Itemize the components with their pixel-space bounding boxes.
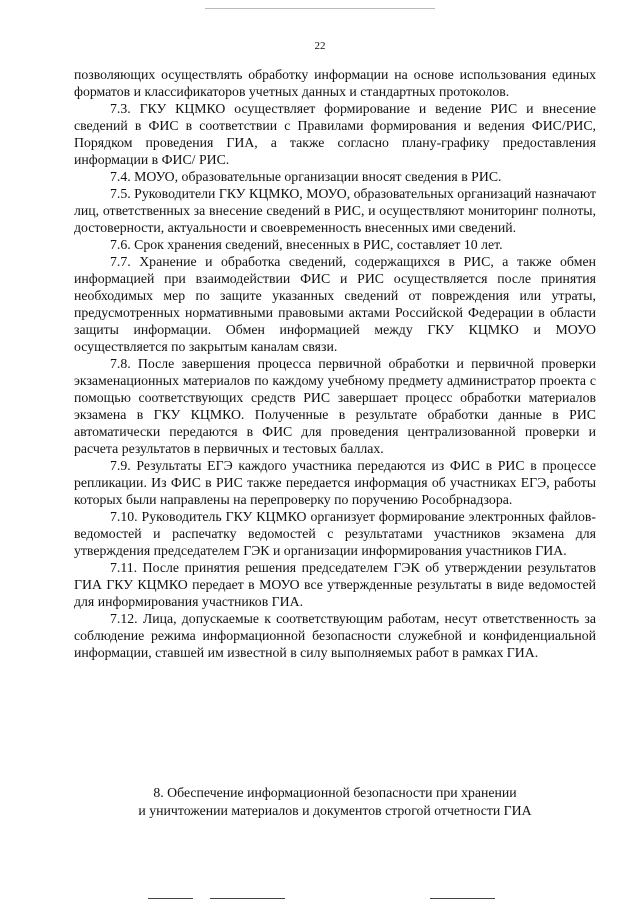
paragraph: 7.10. Руководитель ГКУ КЦМКО организует формирование электронных файлов-ведомостей и распечатку ведомостей с результатами участников экзамена для утверждения председателем ГЭК и организации информирования участников ГИА. [74, 509, 596, 558]
scan-edge-bottom-right [430, 898, 495, 899]
section-heading-line-2: и уничтожении материалов и документов строгой отчетности ГИА [138, 803, 532, 818]
paragraph: 7.6. Срок хранения сведений, внесенных в РИС, составляет 10 лет. [110, 237, 503, 252]
scan-edge-top [205, 8, 435, 9]
section-heading [74, 784, 596, 820]
scan-edge-bottom-left [148, 898, 193, 899]
paragraph: 7.9. Результаты ЕГЭ каждого участника передаются из ФИС в РИС в процессе репликации. Из ФИС в РИС также передается информация об участниках ЕГЭ, работы которых были направлены на перепроверку по поручению Рособрнадзора. [74, 458, 596, 507]
page-number: 22 [314, 40, 326, 52]
paragraph: позволяющих осуществлять обработку информации на основе использования единых форматов и классификаторов учетных данных и стандартных протоколов. [74, 67, 596, 99]
scan-edge-bottom-middle [210, 898, 285, 899]
paragraph: 7.3. ГКУ КЦМКО осуществляет формирование и ведение РИС и внесение сведений в ФИС в соответствии с Правилами формирования и ведения ФИС/РИС, Порядком проведения ГИА, а также согласно плану-графику предоставления информации в ФИС/ РИС. [74, 101, 596, 167]
paragraph: 7.5. Руководители ГКУ КЦМКО, МОУО, образовательных организаций назначают лиц, ответственных за внесение сведений в РИС, и осуществляют мониторинг полноты, достоверности, актуальности и своевременность внесенных ими сведений. [74, 186, 596, 235]
section-heading-line-1: 8. Обеспечение информационной безопасности при хранении [153, 785, 517, 800]
paragraph: 7.8. После завершения процесса первичной обработки и первичной проверки экзаменационных материалов по каждому учебному предмету администратор проекта с помощью соответствующих средств РИС завершает процесс обработки материалов экзамена в ГКУ КЦМКО. Полученные в результате обработки данные в РИС автоматически передаются в ФИС для проведения централизованной проверки и расчета результатов в первичных и тестовых баллах. [74, 356, 596, 456]
paragraph: 7.12. Лица, допускаемые к соответствующим работам, несут ответственность за соблюдение режима информационной безопасности служебной и конфиденциальной информации, ставшей им известной в силу выполняемых работ в рамках ГИА. [74, 611, 596, 660]
paragraph: 7.7. Хранение и обработка сведений, содержащихся в РИС, а также обмен информацией при взаимодействии ФИС и РИС осуществляется после принятия необходимых мер по защите указанных сведений от повреждения или утраты, предусмотренных нормативными правовыми актами Российской Федерации в области защиты информации. Обмен информацией между ГКУ КЦМКО и МОУО осуществляется по закрытым каналам связи. [74, 254, 596, 354]
body-text [74, 66, 596, 661]
paragraph: 7.11. После принятия решения председателем ГЭК об утверждении результатов ГИА ГКУ КЦМКО передает в МОУО все утвержденные результаты в виде ведомостей для информирования участников ГИА. [74, 560, 596, 609]
paragraph: 7.4. МОУО, образовательные организации вносят сведения в РИС. [110, 169, 502, 184]
